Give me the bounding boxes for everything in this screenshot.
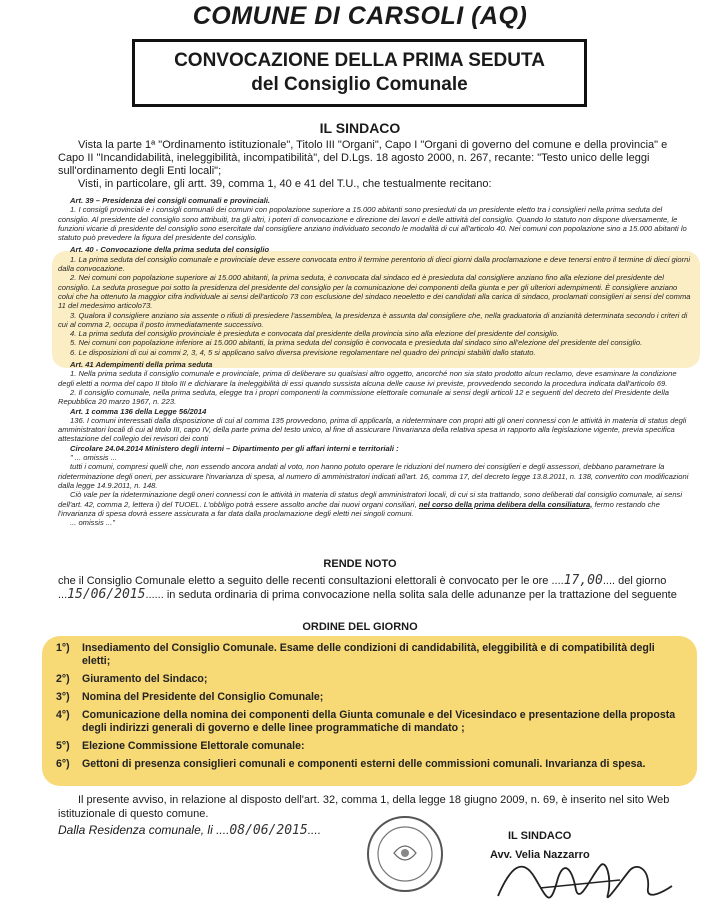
signature-role: IL SINDACO xyxy=(508,830,572,842)
signature-name: Avv. Velia Nazzarro xyxy=(490,849,590,861)
meeting-date: 15/06/2015 xyxy=(67,587,146,602)
art40-paragraph: 3. Qualora il consigliere anziano sia assente o rifiuti di presiedere l'assemblea, la presidenza è assunta dal consigliere che, nella graduatoria di anzianità determinata secondo i criteri di cui al comma 2, occupa il posto immediatamente successivo. xyxy=(58,310,688,329)
intro-paragraph: Vista la parte 1ª "Ordinamento istituzionale", Titolo III "Organi", Capo I "Organi di governo del comune e della provincia" e Capo II "Incandidabilità, ineleggibilità, incompatibilità", del D.Lgs. 18 agosto 2000, n. 267, recante: "Testo unico delle leggi sull'ordinamento degli Enti locali"; xyxy=(58,139,668,177)
rende-noto-heading: RENDE NOTO xyxy=(323,558,397,570)
agenda-item xyxy=(56,740,684,753)
agenda-item-text: Comunicazione della nomina dei componenti della Giunta comunale e del Vicesindaco e presentazione della proposta degli indirizzi generali di governo e delle linee programmatiche di mandato ; xyxy=(82,709,676,734)
rende-noto-text-c: in seduta ordinaria di prima convocazione nella solita sala delle adunanze per la trattazione del seguente xyxy=(166,589,677,601)
rende-noto-text-b: del giorno xyxy=(618,575,667,587)
art41-heading: Art. 41 Adempimenti della prima seduta xyxy=(70,360,213,370)
art1-heading: Art. 1 comma 136 della Legge 56/2014 xyxy=(70,406,207,416)
articles-section xyxy=(58,196,694,527)
art40-paragraph: 4. La prima seduta del consiglio provinciale è presieduta e convocata dal presidente della provincia sino alla elezione del presidente del consiglio. xyxy=(70,329,559,339)
circolare-para2-end: fermo restando che l'invarianza di spesa dovrà essere assicurata a far data dalla proclamazione degli eletti nei singoli comuni. xyxy=(58,499,660,518)
agenda-item-text: Insediamento del Consiglio Comunale. Esame delle condizioni di candidabilità, eleggibilità e di compatibilità degli eletti; xyxy=(82,642,655,667)
art39-heading: Art. 39 – Presidenza dei consigli comunali e provinciali. xyxy=(70,196,271,205)
circolare-para2-start: Ciò vale per la rideterminazione degli oneri connessi con le attività in materia di status degli amministratori locali, di cui si sta trattando, sono deliberati dal consiglio comunale, ai sensi dell'art. 42, comma 2, lettera i) del TUOEL. L'obbligo potrà essere assolto anche dai nuovi organi consiliari, xyxy=(58,490,683,509)
art41-paragraph: 2. Il consiglio comunale, nella prima seduta, elegge tra i propri componenti la commissione elettorale comunale ai sensi degli articoli 12 e seguenti del decreto del Presidente della Repubblica 20 marzo 1967, n. 223. xyxy=(58,387,669,407)
circolare-omissis-close: ... omissis ..." xyxy=(70,518,115,528)
art39-paragraph: 1. I consigli provinciali e i consigli comunali dei comuni con popolazione superiore a 15.000 abitanti sono presieduti da un presidente eletto tra i consiglieri nella prima seduta del consiglio. Al presidente del consiglio sono attribuiti, tra gli altri, i poteri di convocazione e direzione dei lavori e delle attività del consiglio. Quando lo statuto non dispone diversamente, le funzioni vicarie di presidente del consiglio sono esercitate dal consigliere anziano individuato secondo le modalità di cui all'articolo 40. Nei comuni con popolazione sino a 15.000 abitanti lo statuto può prevedere la figura del presidente del consiglio. xyxy=(58,205,687,243)
agenda-item-number: 1°) xyxy=(56,642,70,654)
art41-paragraph: 1. Nella prima seduta il consiglio comunale e provinciale, prima di deliberare su qualsiasi altro oggetto, ancorché non sia stato prodotto alcun reclamo, deve esaminare la condizione degli eletti a norma del capo II titolo III e dichiarare la ineleggibilità di essi quando sussista alcuna delle cause ivi previste, provvedendo secondo la procedura indicata dall'articolo 69. xyxy=(58,369,677,388)
art40-paragraph: 1. La prima seduta del consiglio comunale e provinciale deve essere convocata entro il termine perentorio di dieci giorni dalla proclamazione e deve tenersi entro il termine di dieci giorni dalla convocazione. xyxy=(58,254,691,274)
rende-noto-text: che il Consiglio Comunale eletto a seguito delle recenti consultazioni elettorali è convocato per le ore ....17,00.... del giorno ...15/06/2015...... in seduta ordinaria di prima convocazione nella solita sala delle adunanze per la trattazione del seguente xyxy=(58,573,677,602)
intro-section xyxy=(58,139,688,191)
art40-paragraph: 5. Nei comuni con popolazione inferiore ai 15.000 abitanti, la prima seduta del consiglio è convocata e presieduta dal sindaco sino all'elezione del presidente del consiglio. xyxy=(70,338,643,348)
circolare-paragraph-2 xyxy=(58,490,694,518)
issue-date: 08/06/2015 xyxy=(229,823,308,838)
agenda-item-number: 6°) xyxy=(56,758,70,770)
agenda-item xyxy=(56,673,684,686)
art40-heading: Art. 40 - Convocazione della prima seduta del consiglio xyxy=(70,245,270,255)
agenda-item-number: 5°) xyxy=(56,740,70,752)
art40-paragraph: 2. Nei comuni con popolazione superiore ai 15.000 abitanti, la prima seduta, è convocata dal sindaco ed è presieduta dal consigliere anziano fino alla elezione del presidente del consiglio. La seduta prosegue poi sotto la presidenza del presidente del consiglio per la comunicazione dei componenti della giunta e per gli ulteriori adempimenti. È consigliere anziano colui che ha ottenuto la maggior cifra individuale ai sensi dell'articolo 73 con esclusione del sindaco neoeletto e dei candidati alla carica di sindaco, proclamati consiglieri ai sensi del comma 11 del medesimo articolo73. xyxy=(58,273,691,311)
circolare-underlined-text: nel corso della prima delibera della consiliatura, xyxy=(418,499,593,509)
meeting-time: 17,00 xyxy=(563,573,603,588)
sindaco-heading: IL SINDACO xyxy=(319,120,401,136)
title-line-1: CONVOCAZIONE DELLA PRIMA SEDUTA xyxy=(174,50,545,71)
place-date-line: Dalla Residenza comunale, li ....08/06/2015.... xyxy=(58,823,322,838)
agenda-item-text: Elezione Commissione Elettorale comunale: xyxy=(82,740,305,752)
title-box xyxy=(132,39,587,107)
agenda-item-text: Nomina del Presidente del Consiglio Comunale; xyxy=(82,691,324,703)
agenda-list xyxy=(56,642,684,776)
ordine-del-giorno-heading: ORDINE DEL GIORNO xyxy=(302,621,418,633)
agenda-item xyxy=(56,709,684,735)
intro-paragraph: Visti, in particolare, gli artt. 39, comma 1, 40 e 41 del T.U., che testualmente recitano: xyxy=(78,178,492,190)
agenda-item-text: Giuramento del Sindaco; xyxy=(82,673,208,685)
art1-paragraph: 136. I comuni interessati dalla disposizione di cui al comma 135 provvedono, prima di applicarla, a rideterminare con propri atti gli oneri connessi con le attività in materia di status degli amministratori locali di cui al titolo III, capo IV, della parte prima del testo unico, al fine di assicurare l'invarianza della relativa spesa in rapporto alla legislazione vigente, previa specifica attestazione del collegio dei revisori dei conti xyxy=(58,415,687,444)
agenda-item-number: 4°) xyxy=(56,709,70,721)
rende-noto-text-a: che il Consiglio Comunale eletto a seguito delle recenti consultazioni elettorali è convocato per le ore xyxy=(58,575,549,587)
municipality-header: COMUNE DI CARSOLI (AQ) xyxy=(192,2,528,30)
art40-paragraph: 6. Le disposizioni di cui ai commi 2, 3, 4, 5 si applicano salvo diversa previsione regolamentare nel quadro dei principi stabiliti dallo statuto. xyxy=(70,347,536,357)
agenda-item-number: 3°) xyxy=(56,691,70,703)
circolare-omissis-open: " ... omissis ... xyxy=(70,453,117,463)
place-label: Dalla Residenza comunale, li xyxy=(58,823,213,837)
title-line-2: del Consiglio Comunale xyxy=(251,74,468,95)
agenda-item-text: Gettoni di presenza consiglieri comunali e componenti esterni delle commissioni comunali. Invarianza di spesa. xyxy=(82,758,646,770)
agenda-item xyxy=(56,691,684,704)
agenda-item xyxy=(56,758,684,771)
circolare-heading: Circolare 24.04.2014 Ministero degli interni – Dipartimento per gli affari interni e territoriali : xyxy=(70,443,399,453)
municipal-stamp-icon xyxy=(364,813,446,895)
handwritten-signature-icon xyxy=(480,848,680,908)
circolare-paragraph: tutti i comuni, compresi quelli che, non essendo ancora andati al voto, non hanno potuto operare le riduzioni del numero dei consiglieri e degli assessori, debbano parametrare la rideterminazione degli oneri, per assicurare l'invarianza di spesa, al numero di amministratori indicati all'art. 16, comma 17, del decreto legge 13.8.2011, n. 138, convertito con modificazioni dalla legge 14.9.2011, n. 148. xyxy=(58,462,689,490)
agenda-item-number: 2°) xyxy=(56,673,70,685)
publication-notice-text: Il presente avviso, in relazione al disposto dell'art. 32, comma 1, della legge 18 giugno 2009, n. 69, è inserito nel sito Web istituzionale di questo comune. xyxy=(58,794,670,820)
agenda-item xyxy=(56,642,684,668)
